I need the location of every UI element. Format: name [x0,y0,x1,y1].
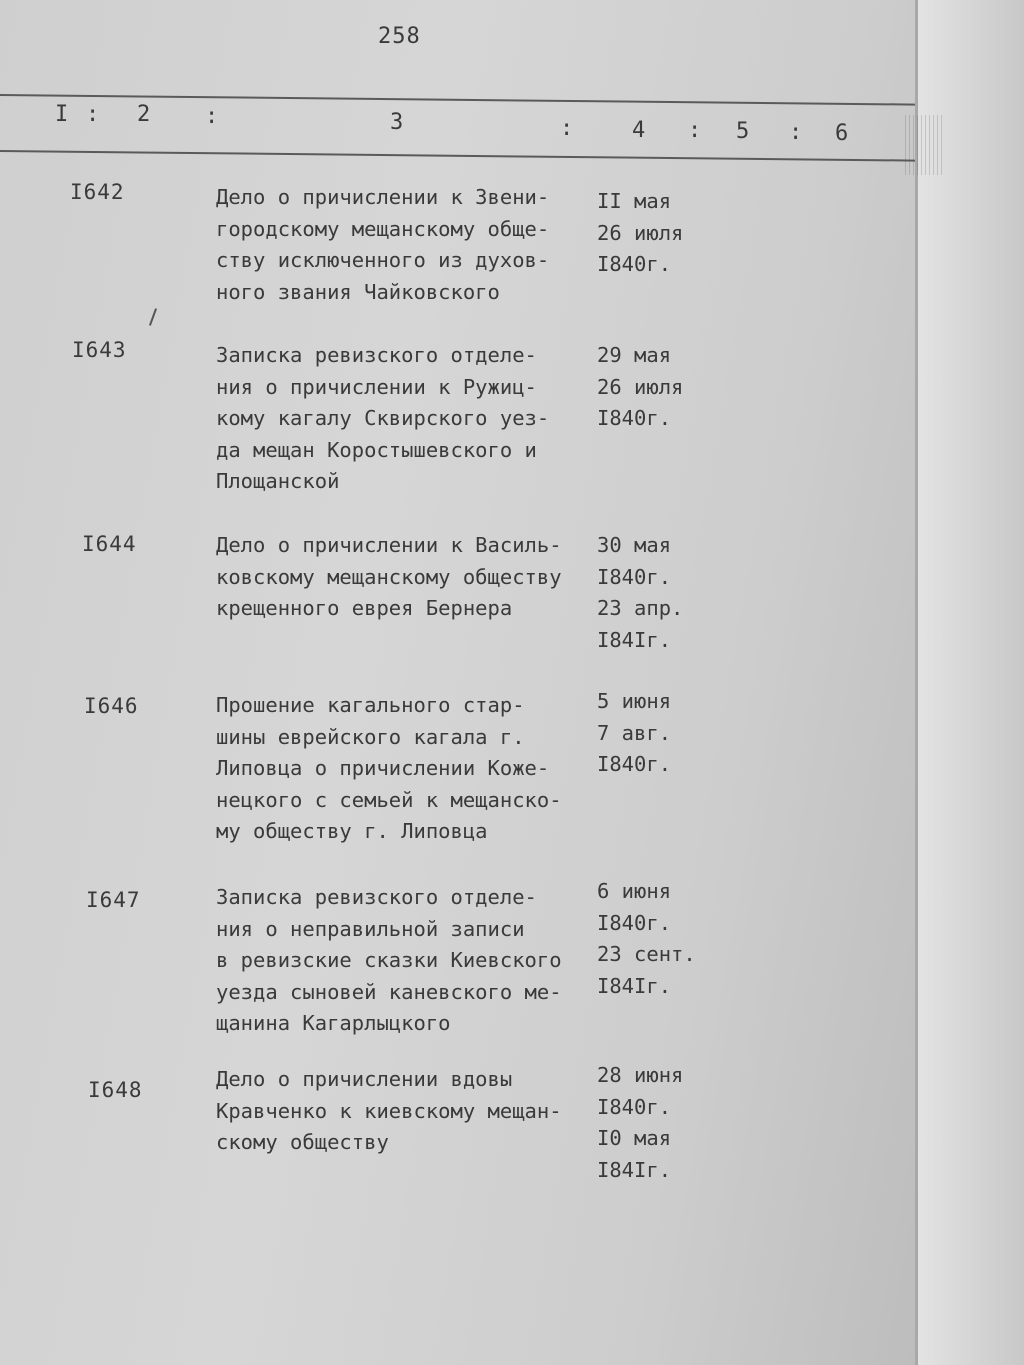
record-number: I646 [84,694,139,718]
column-header-row [0,102,915,146]
record-title: Прошение кагального стар- шины еврейского кагала г. Липовца о причислении Коже- нецкого с семьей к мещанско- му обществу г. Липовца [216,693,562,843]
header-separator: : [560,116,574,141]
pen-mark [149,308,157,326]
record-dates: 30 мая I840г. 23 апр. I84Iг. [597,533,684,652]
record-dates: II мая 26 июля I840г. [597,189,684,276]
record-number: I643 [72,338,127,362]
header-col-4: 4 [632,118,646,143]
binding-shadow [905,115,945,175]
record-title: Дело о причислении к Звени- городскому мещанскому обще- ству исключенного из духов- ного звания Чайковского [216,185,550,304]
facing-page-edge [915,0,1024,1365]
record-title: Дело о причислении к Василь- ковскому мещанскому обществу крещенного еврея Бернера [216,533,562,620]
header-col-5: 5 [736,119,750,144]
record-number: I648 [88,1078,143,1102]
record-number: I642 [70,180,125,204]
table-header-rule [0,150,915,162]
record-dates: 28 июня I840г. I0 мая I84Iг. [597,1063,684,1182]
header-separator: : [86,102,100,127]
record-number: I647 [86,888,141,912]
page-number: 258 [378,24,421,49]
header-col-2: 2 [137,102,151,127]
record-title: Записка ревизского отделе- ния о причислении к Ружиц- кому кагалу Сквирского уез- да мещан Коростышевского и Площанской [216,343,550,493]
header-col-3: 3 [390,110,404,135]
header-col-1: I [55,102,69,127]
record-title: Записка ревизского отделе- ния о неправильной записи в ревизские сказки Киевского уезда сыновей каневского ме- щанина Кагарлыцкого [216,885,562,1035]
record-title: Дело о причислении вдовы Кравченко к киевскому мещан- скому обществу [216,1067,562,1154]
header-col-6: 6 [835,121,849,146]
record-dates: 29 мая 26 июля I840г. [597,343,684,430]
record-dates: 5 июня 7 авг. I840г. [597,689,672,776]
header-separator: : [688,118,702,143]
record-dates: 6 июня I840г. 23 сент. I84Iг. [597,879,696,998]
header-separator: : [205,104,219,129]
header-separator: : [789,120,803,145]
record-number: I644 [82,532,137,556]
